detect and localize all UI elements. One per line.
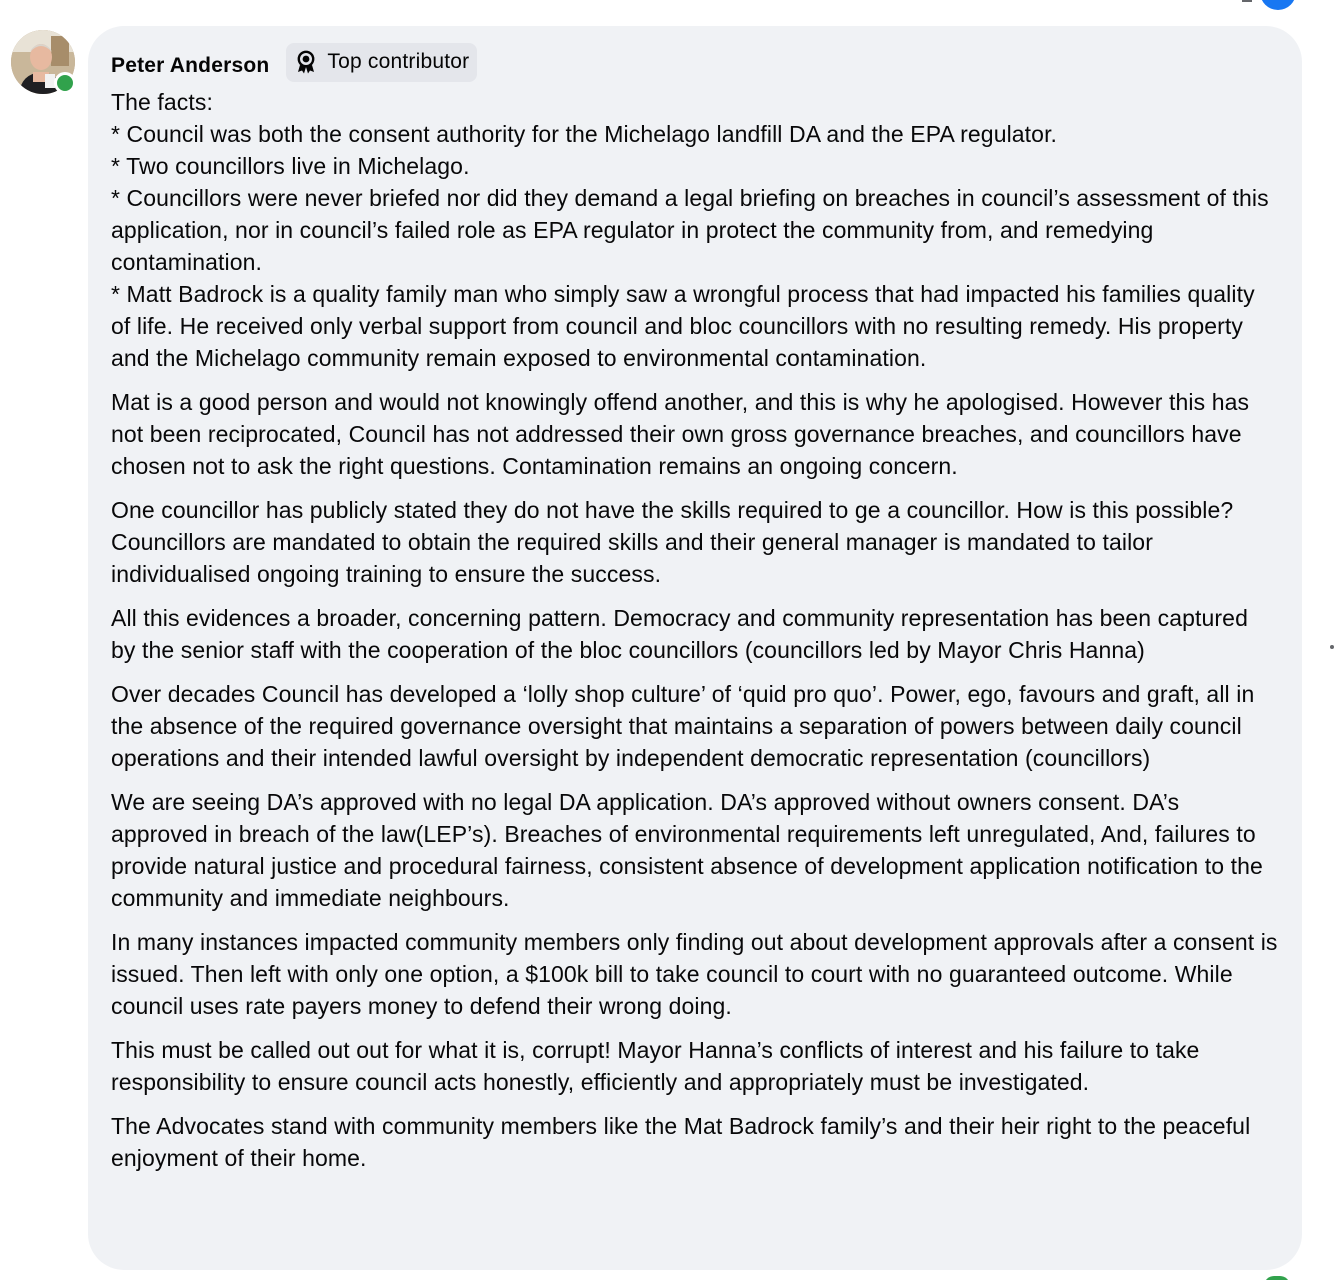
comment-paragraph: This must be called out out for what it is, corrupt! Mayor Hanna’s conflicts of interest and his failure to take responsibility to ensure council acts honestly, efficiently and appropriately must be investigated. — [111, 1037, 1200, 1095]
comment-header — [111, 42, 1278, 82]
scroll-indicator-dot — [1330, 645, 1334, 649]
online-status-indicator — [54, 72, 76, 94]
comment-paragraph: Over decades Council has developed a ‘lolly shop culture’ of ‘quid pro quo’. Power, ego, favours and graft, all in the absence of the required governance oversight that maintains a separation of powers between daily council operations and their intended lawful oversight by independent democratic representation (councillors) — [111, 681, 1255, 771]
comment-paragraph: Mat is a good person and would not knowingly offend another, and this is why he apologised. However this has not been reciprocated, Council has not addressed their own gross governance breaches, and councillors have chosen not to ask the right questions. Contamination remains an ongoing concern. — [111, 389, 1250, 479]
top-contributor-badge[interactable] — [286, 43, 477, 82]
comment-paragraph: We are seeing DA’s approved with no legal DA application. DA’s approved without owners consent. DA’s approved in breach of the law(LEP’s). Breaches of environmental requirements left unregulated, And, failures to provide natural justice and procedural fairness, consistent absence of development application notification to the community and immediate neighbours. — [111, 789, 1263, 911]
comment-paragraph: The Advocates stand with community members like the Mat Badrock family’s and their heir right to the peaceful enjoyment of their home. — [111, 1113, 1251, 1171]
comment-bubble — [88, 26, 1302, 1270]
truncated-divider — [1242, 0, 1252, 2]
comment-body — [111, 86, 1278, 1174]
badge-label: Top contributor — [327, 50, 470, 73]
comment-paragraph: One councillor has publicly stated they do not have the skills required to ge a councillor. How is this possible? Councillors are mandated to obtain the required skills and their general manager is mandated to tailor individualised ongoing training to ensure the success. — [111, 497, 1234, 587]
next-reaction-icon[interactable] — [1264, 1276, 1290, 1280]
avatar[interactable] — [11, 30, 75, 94]
comment-paragraph: The facts: * Council was both the consent authority for the Michelago landfill DA and the EPA regulator. * Two councillors live in Michelago. * Councillors were never briefed nor did they demand a legal briefing on breaches in council’s assessment of this application, nor in council’s failed role as EPA regulator in protect the community from, and remedying contamination. * Matt Badrock is a quality family man who simply saw a wrongful process that had impacted his families quality of life. He received only verbal support from council and bloc councillors with no resulting remedy. His property and the Michelago community remain exposed to environmental contamination. — [111, 89, 1269, 371]
award-icon — [295, 50, 317, 74]
comment-paragraph: All this evidences a broader, concerning pattern. Democracy and community representation has been captured by the senior staff with the cooperation of the bloc councillors (councillors led by Mayor Chris Hanna) — [111, 605, 1248, 663]
reaction-icon[interactable] — [1260, 0, 1296, 10]
comment-paragraph: In many instances impacted community members only finding out about development approvals after a consent is issued. Then left with only one option, a $100k bill to take council to court with no guaranteed outcome. While council uses rate payers money to defend their wrong doing. — [111, 929, 1278, 1019]
author-name[interactable]: Peter Anderson — [111, 54, 270, 77]
